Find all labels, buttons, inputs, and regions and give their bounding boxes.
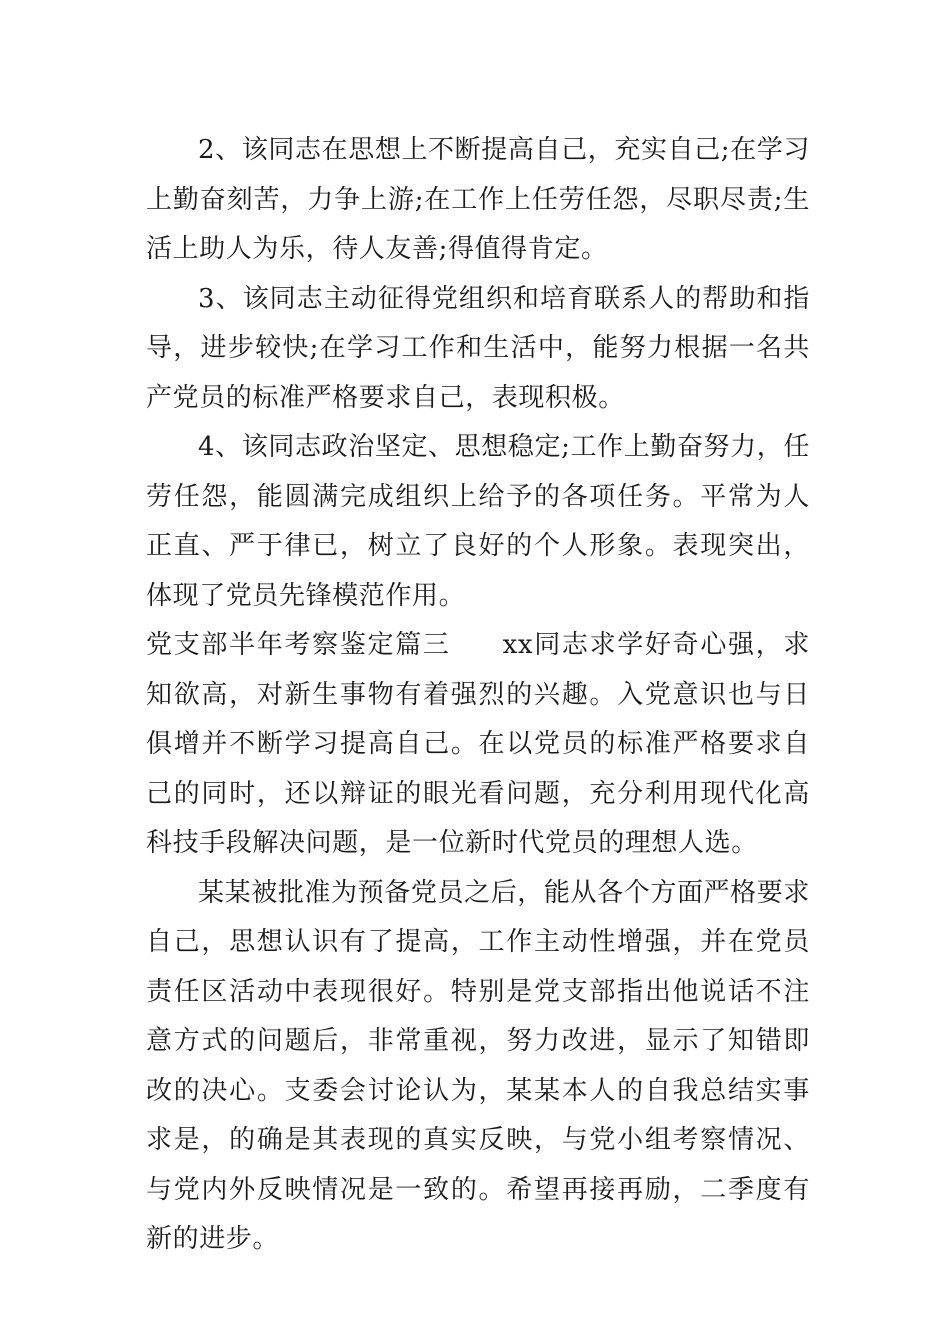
final-paragraph: 某某被批准为预备党员之后，能从各个方面严格要求自己，思想认识有了提高，工作主动性增强，并在党员责任区活动中表现很好。特别是党支部指出他说话不注意方式的问题后，非常重视，努力改进，显示了知错即改的决心。支委会讨论认为，某某本人的自我总结实事求是，的确是其表现的真实反映，与党小组考察情况、与党内外反映情况是一致的。希望再接再励，二季度有新的进步。 xyxy=(146,877,810,1254)
section-heading: 党支部半年考察鉴定篇三 xyxy=(146,630,451,660)
paragraph-item-2: 2、该同志在思想上不断提高自己，充实自己;在学习上勤奋刻苦，力争上游;在工作上任劳任怨，尽职尽责;生活上助人为乐，待人友善;得值得肯定。 xyxy=(146,135,810,264)
section-three-paragraph xyxy=(146,621,810,869)
section-three-body: xx同志求学好奇心强，求知欲高，对新生事物有着强烈的兴趣。入党意识也与日俱增并不断学习提高自己。在以党员的标准严格要求自己的同时，还以辩证的眼光看问题，充分利用现代化高科技手段解决问题，是一位新时代党员的理想人选。 xyxy=(146,630,810,858)
paragraph-item-4: 4、该同志政治坚定、思想稳定;工作上勤奋努力，任劳任怨，能圆满完成组织上给予的各项任务。平常为人正直、严于律已，树立了良好的个人形象。表现突出，体现了党员先锋模范作用。 xyxy=(146,432,810,611)
paragraph-item-3: 3、该同志主动征得党组织和培育联系人的帮助和指导，进步较快;在学习工作和生活中，能努力根据一名共产党员的标准严格要求自己，表现积极。 xyxy=(146,283,810,413)
document-body xyxy=(146,126,810,1265)
